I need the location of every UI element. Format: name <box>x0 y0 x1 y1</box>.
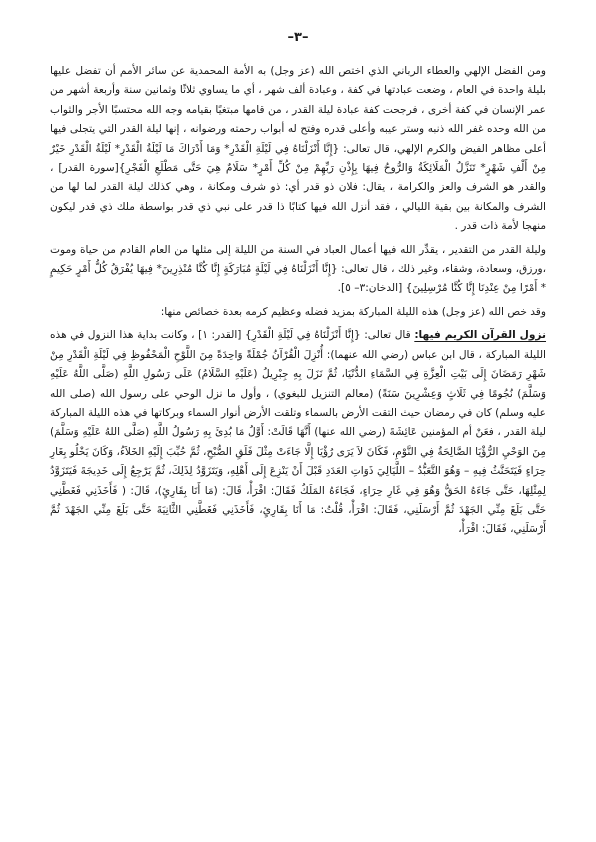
paragraph-quran-revelation-text: قال تعالى: {إِنَّا أَنْزَلْنَاهُ فِي لَيْلَةِ الْقَدْرِ} [القدر: ١] ، وكانت بداية هذا النزول في هذه الليلة المباركة ، قال ابن عباس (رضي الله عنهما): أُنْزِلَ الْقُرْآنُ جُمْلَةً وَاحِدَةً مِنَ اللَّوْحِ الْمَحْفُوظِ فِي لَيْلَةِ الْقَدْرِ مِنْ شَهْرِ رَمَضَانَ إِلَى بَيْتِ الْعِزَّةِ فِي السَّمَاءِ الدُّنْيَا، ثُمَّ نَزَلَ بِهِ جِبْرِيلُ (عَلَيْهِ السَّلَامُ) عَلَى رَسُولِ اللَّهِ (صَلَّى اللَّهُ عَلَيْهِ وَسَلَّمَ) نُجُومًا فِي ثَلَاثٍ وَعِشْرِينَ سَنَةً) (معالم التنزيل للبغوي) ، وأول ما نزل الوحي على رسول الله (صلى الله عليه وسلم) كان في رمضان حيث التقت الأرض بالسماء وتلقت الأرض أنوار السماء وبركاتها في هذه الليلة المباركة ليلة القدر ، فعَنْ أم المؤمنين عَائِشَةَ (رضي الله عنها) أَنَّهَا قَالَتْ: أَوَّلُ مَا بُدِئَ بِهِ رَسُولُ اللَّهِ (صَلَّى اللهُ عَلَيْهِ وَسَلَّمَ) مِنَ الوَحْيِ الرُّؤْيَا الصَّالِحَةُ فِي النَّوْمِ، فَكَانَ لاَ يَرَى رُؤْيَا إِلَّا جَاءَتْ مِثْلَ فَلَقِ الصُّبْحِ، ثُمَّ حُبِّبَ إِلَيْهِ الخَلاَءُ، وَكَانَ يَخْلُو بِغَارِ حِرَاءٍ فَيَتَحَنَّثُ فِيهِ – وَهُوَ التَّعَبُّدُ – اللَّيَالِيَ ذَوَاتِ العَدَدِ قَبْلَ أَنْ يَنْزِعَ إِلَى أَهْلِهِ، وَيَتَزَوَّدُ لِذَلِكَ، ثُمَّ يَرْجِعُ إِلَى خَدِيجَةَ فَيَتَزَوَّدُ لِمِثْلِهَا، حَتَّى جَاءَهُ الحَقُّ وَهُوَ فِي غَارِ حِرَاءٍ، فَجَاءَهُ المَلَكُ فَقَالَ: اقْرَأْ، قَالَ: (مَا أَنَا بِقَارِئٍ)، قَالَ: ( فَأَخَذَنِي فَغَطَّنِي حَتَّى بَلَغَ مِنِّي الجَهْدَ ثُمَّ أَرْسَلَنِي، فَقَالَ: اقْرَأْ، قُلْتُ: مَا أَنَا بِقَارِئٍ، فَأَخَذَنِي فَغَطَّنِي الثَّانِيَةَ حَتَّى بَلَغَ مِنِّي الجَهْدَ ثُمَّ أَرْسَلَنِي، فَقَالَ: اقْرَأْ، <box>50 329 546 536</box>
section-heading: نزول القرآن الكريم فيها: <box>414 329 547 342</box>
paragraph-taqdir: وليلة القدر من التقدير ، يقدِّر الله فيها أعمال العباد في السنة من الليلة إلى مثلها من العام القادم من حياة وموت ،ورزق، وسعادة، وشقاء، وغير ذلك ، قال تعالى: {إِنَّا أَنْزَلْنَاهُ فِي لَيْلَةٍ مُبَارَكَةٍ إِنَّا كُنَّا مُنْذِرِينَ* فِيهَا يُفْرَقُ كُلُّ أَمْرٍ حَكِيمٍ * أَمْرًا مِنْ عِنْدِنَا إِنَّا كُنَّا مُرْسِلِينَ} [الدخان:٣– ٥]. <box>50 243 546 295</box>
paragraph-features-intro: وقد خص الله (عز وجل) هذه الليلة المباركة بمزيد فضله وعظيم كرمه بعدة خصائص منها: <box>160 305 546 318</box>
paragraph-intro: ومن الفضل الإلهي والعطاء الرباني الذي اختص الله (عز وجل) به الأمة المحمدية عن سائر الأمم أن تفضل عليها بليلة واحدة في العام ، وضعت عبادتها في كفة ، وعبادة ألف شهر ، أي ما يساوي ثلاثًا وثمانين سنة وأربعة أشهر من عمر الإنسان في كفة أخرى ، فرجحت كفة عبادة ليلة القدر ، من قامها مبتغيًا بقيامه وجه الله محتسبًا الأجر والثواب من الله وحده غفر الله ذنبه وستر عيبه وأعلى قدره وفتح له أبواب رحمته ورضوانه ، إنها ليلة القدر التي يتجلى فيها أعلى مظاهر الفيض والكرم الإلهي، قال تعالى: {إِنَّا أَنْزَلْنَاهُ فِي لَيْلَةِ الْقَدْرِ* وَمَا أَدْرَاكَ مَا لَيْلَةُ الْقَدْرِ* لَيْلَةُ الْقَدْرِ خَيْرٌ مِنْ أَلْفِ شَهْرٍ* تَنَزَّلُ الْمَلَائِكَةُ وَالرُّوحُ فِيهَا بِإِذْنِ رَبِّهِمْ مِنْ كُلِّ أَمْرٍ* سَلَامٌ هِيَ حَتَّى مَطْلَعِ الْفَجْرِ}[سورة القدر] ، والقدر هو الشرف والعز والكرامة ، يقال: فلان ذو قدر أي: ذو شرف ومكانة ، وهي كذلك ليلة القدر لما لها من الشرف والمكانة بين بقية الليالي ، فقد أنزل الله فيها كتابًا ذا قدر على نبي ذي قدر بواسطة ملك ذي قدر ليكون منهجا لأمة ذات قدر . <box>50 65 546 233</box>
paragraph-quran-revelation <box>50 326 546 539</box>
page-number: –٣– <box>287 30 309 45</box>
body-text <box>50 62 546 544</box>
